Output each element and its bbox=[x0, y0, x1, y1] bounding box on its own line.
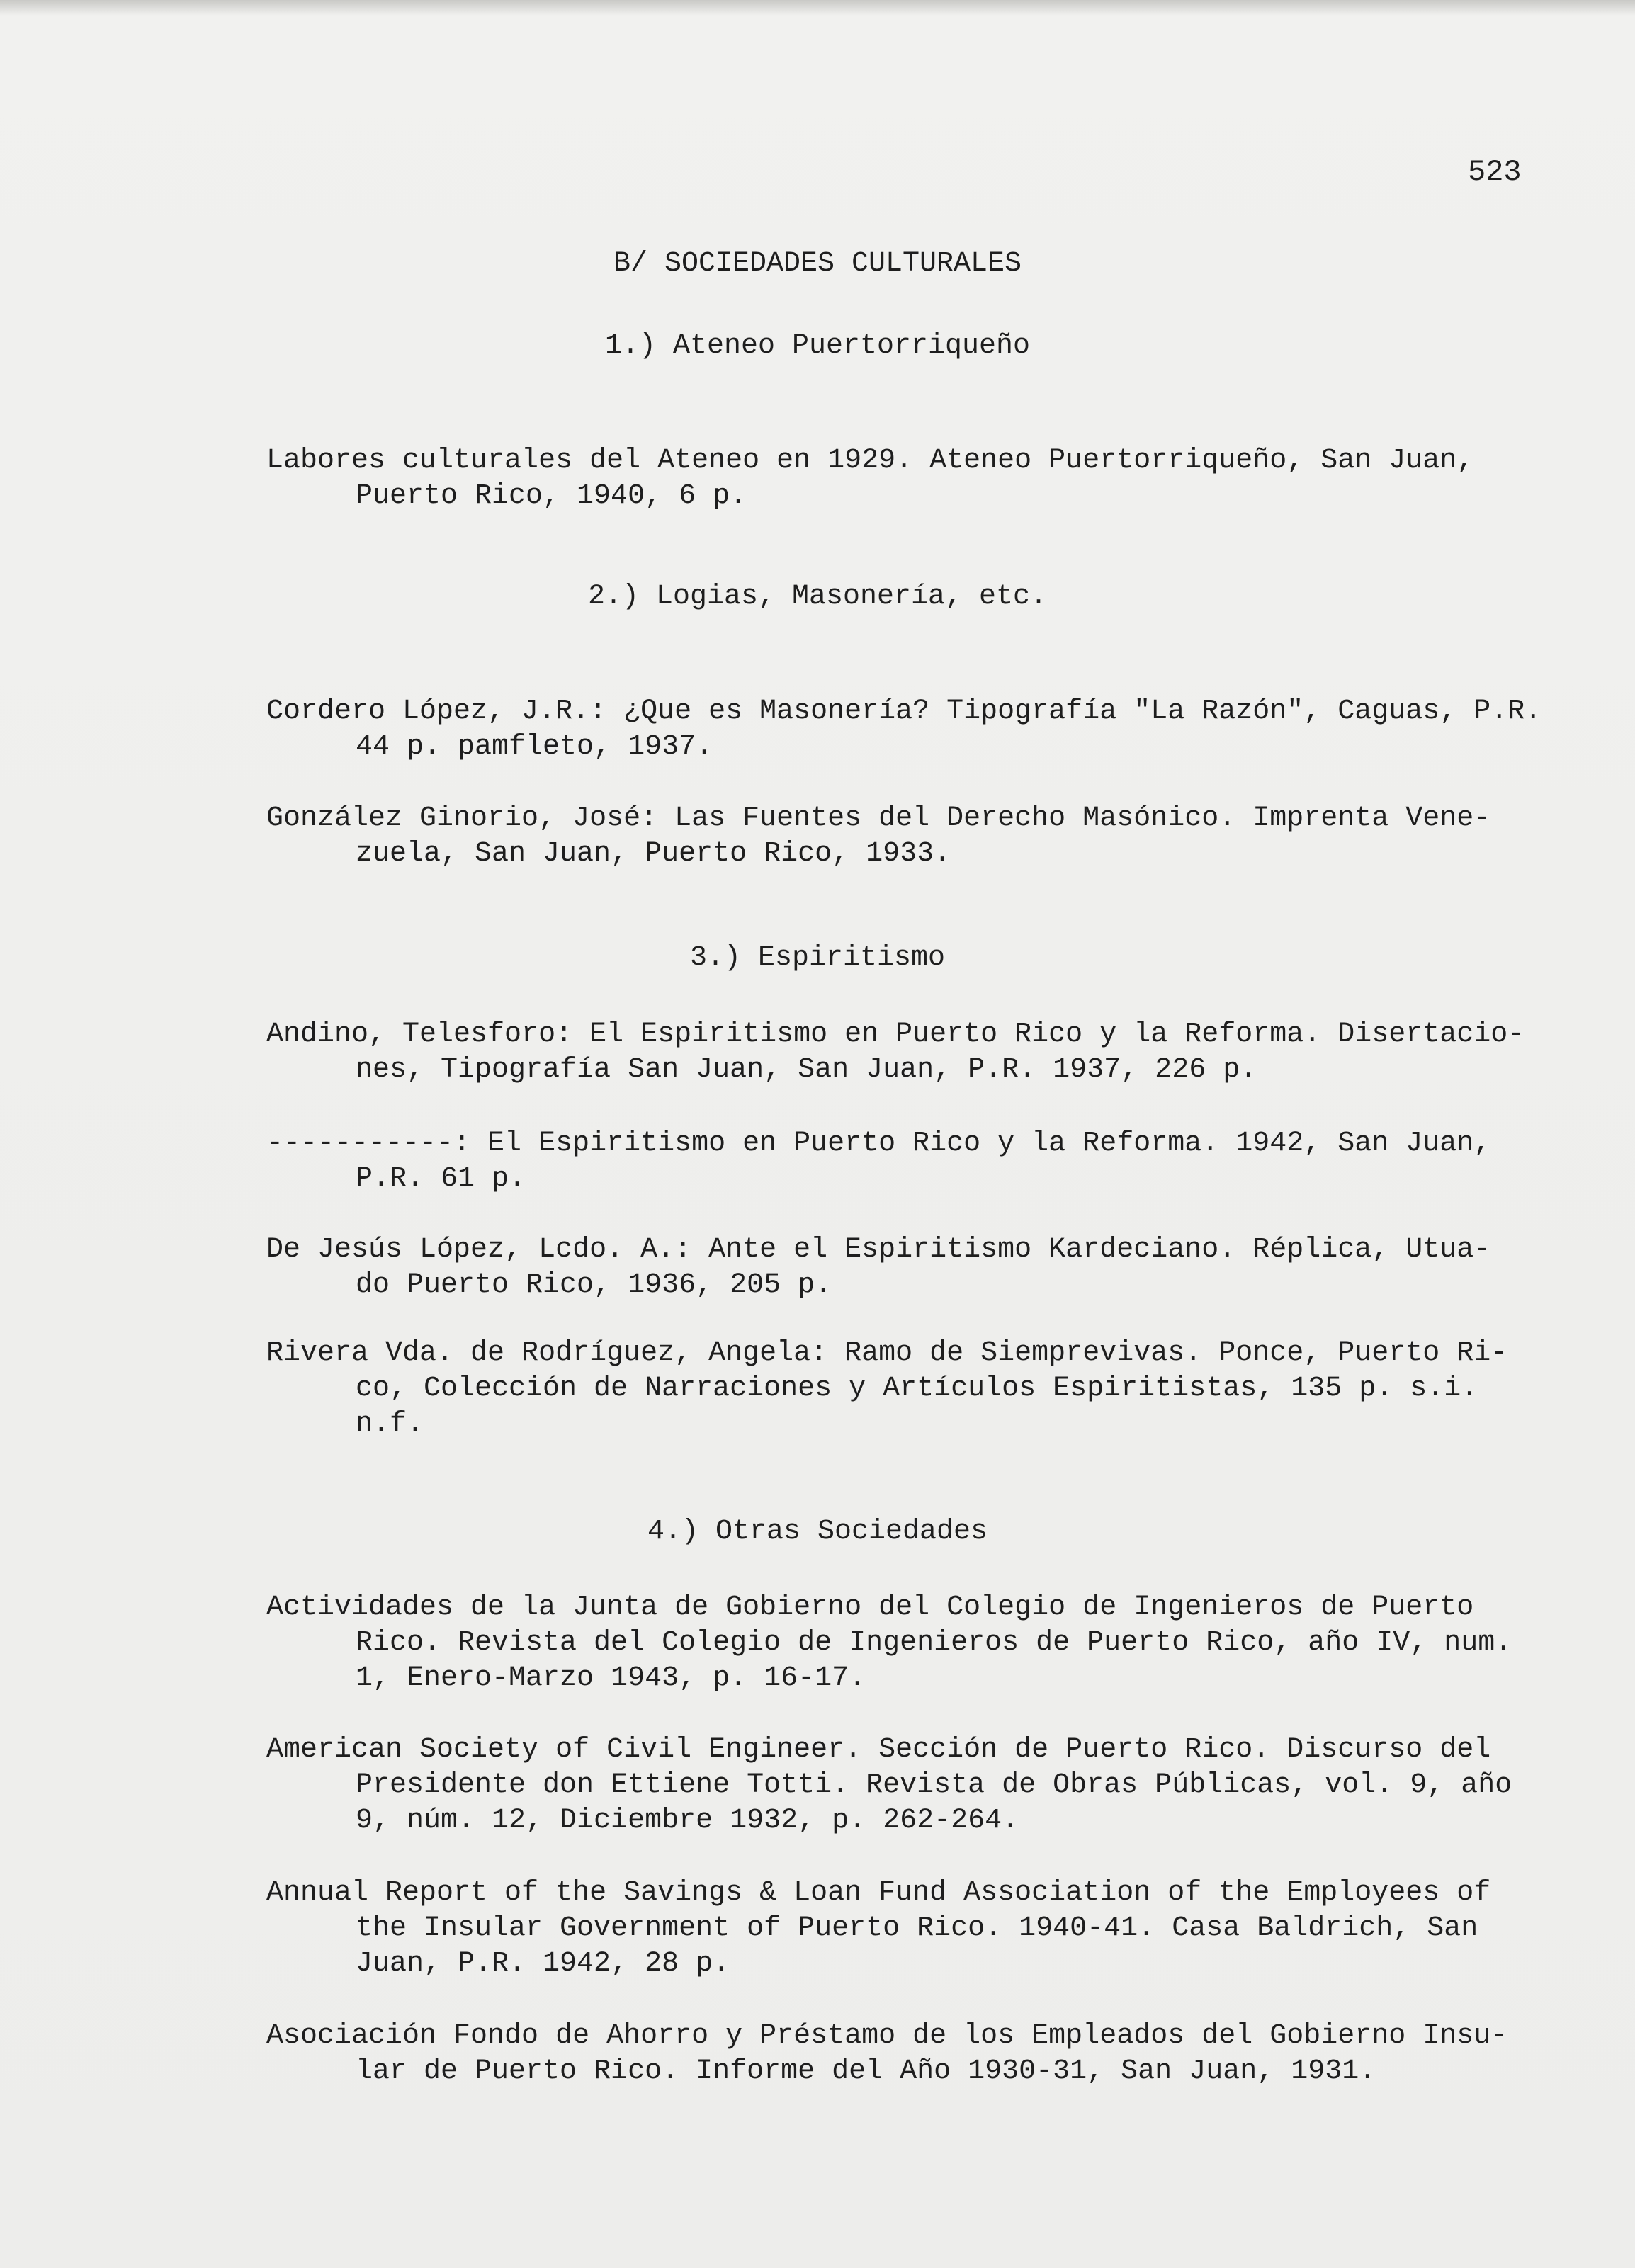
entry-line: Andino, Telesforo: El Espiritismo en Puerto Rico y la Reforma. Disertacio- bbox=[266, 1019, 1525, 1050]
entry-line: lar de Puerto Rico. Informe del Año 1930-31, San Juan, 1931. bbox=[356, 2056, 1376, 2087]
entry-line: nes, Tipografía San Juan, San Juan, P.R. 1937, 226 p. bbox=[356, 1054, 1257, 1086]
subsection-heading-logias: 2.) Logias, Masonería, etc. bbox=[587, 581, 1048, 613]
bibliography-entry bbox=[266, 1232, 1563, 1303]
entry-line: Presidente don Ettiene Totti. Revista de Obras Públicas, vol. 9, año bbox=[356, 1769, 1512, 1801]
entry-line: do Puerto Rico, 1936, 205 p. bbox=[356, 1269, 832, 1301]
bibliography-entry bbox=[266, 1733, 1563, 1839]
entry-line: Labores culturales del Ateneo en 1929. Ateneo Puertorriqueño, San Juan, bbox=[266, 445, 1474, 477]
subsection-heading-ateneo: 1.) Ateneo Puertorriqueño bbox=[604, 330, 1031, 362]
entry-line: Rivera Vda. de Rodríguez, Angela: Ramo de Siemprevivas. Ponce, Puerto Ri- bbox=[266, 1337, 1508, 1369]
bibliography-entry bbox=[266, 1126, 1563, 1197]
bibliography-entry bbox=[266, 2019, 1563, 2090]
entry-line: American Society of Civil Engineer. Sección de Puerto Rico. Discurso del bbox=[266, 1734, 1491, 1766]
entry-line: Juan, P.R. 1942, 28 p. bbox=[356, 1948, 730, 1980]
entry-line: P.R. 61 p. bbox=[356, 1163, 526, 1195]
bibliography-entry bbox=[266, 1876, 1563, 1982]
section-title: B/ SOCIEDADES CULTURALES bbox=[613, 248, 1022, 280]
entry-line: De Jesús López, Lcdo. A.: Ante el Espiritismo Kardeciano. Réplica, Utua- bbox=[266, 1234, 1491, 1266]
subsection-heading-espiritismo: 3.) Espiritismo bbox=[689, 942, 946, 974]
page-number: 523 bbox=[1468, 155, 1522, 189]
entry-line: Cordero López, J.R.: ¿Que es Masonería? Tipografía "La Razón", Caguas, P.R. bbox=[266, 696, 1542, 727]
entry-line: n.f. bbox=[356, 1408, 424, 1440]
entry-line: Actividades de la Junta de Gobierno del Colegio de Ingenieros de Puerto bbox=[266, 1592, 1474, 1623]
page-top-edge bbox=[0, 0, 1635, 16]
subsection-heading-otras-sociedades: 4.) Otras Sociedades bbox=[647, 1516, 988, 1548]
bibliography-entry bbox=[266, 1336, 1563, 1442]
entry-line: 44 p. pamfleto, 1937. bbox=[356, 731, 713, 763]
bibliography-entry bbox=[266, 1590, 1563, 1696]
bibliography-entry bbox=[266, 443, 1563, 514]
entry-line: -----------: El Espiritismo en Puerto Rico y la Reforma. 1942, San Juan, bbox=[266, 1128, 1491, 1159]
bibliography-entry bbox=[266, 694, 1563, 765]
entry-line: 1, Enero-Marzo 1943, p. 16-17. bbox=[356, 1662, 866, 1694]
entry-line: Annual Report of the Savings & Loan Fund Association of the Employees of bbox=[266, 1877, 1491, 1909]
bibliography-entry bbox=[266, 1017, 1563, 1088]
entry-line: co, Colección de Narraciones y Artículos Espiritistas, 135 p. s.i. bbox=[356, 1373, 1478, 1405]
entry-line: Puerto Rico, 1940, 6 p. bbox=[356, 480, 747, 512]
entry-line: the Insular Government of Puerto Rico. 1940-41. Casa Baldrich, San bbox=[356, 1912, 1478, 1944]
entry-line: Rico. Revista del Colegio de Ingenieros de Puerto Rico, año IV, num. bbox=[356, 1627, 1512, 1659]
entry-line: Asociación Fondo de Ahorro y Préstamo de los Empleados del Gobierno Insu- bbox=[266, 2020, 1508, 2052]
entry-line: González Ginorio, José: Las Fuentes del Derecho Masónico. Imprenta Vene- bbox=[266, 803, 1491, 834]
entry-line: zuela, San Juan, Puerto Rico, 1933. bbox=[356, 838, 951, 870]
entry-line: 9, núm. 12, Diciembre 1932, p. 262-264. bbox=[356, 1805, 1019, 1837]
bibliography-entry bbox=[266, 801, 1563, 872]
